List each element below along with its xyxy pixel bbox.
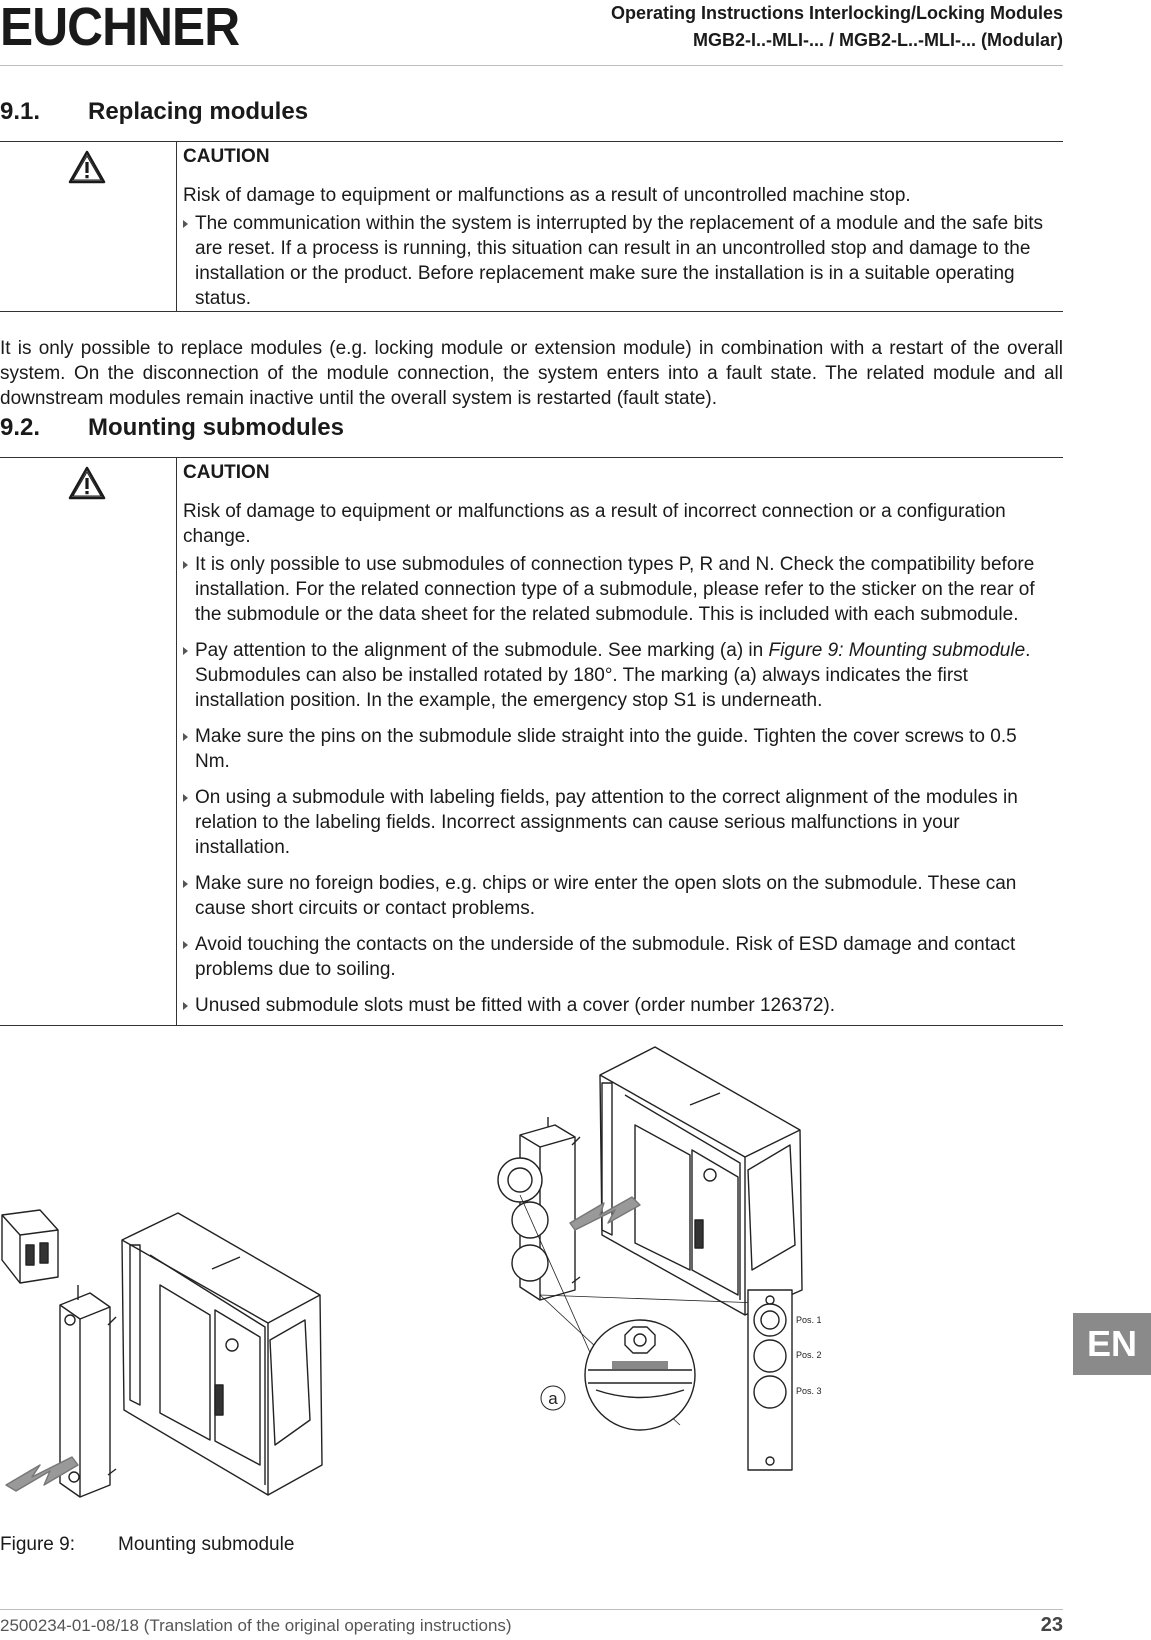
notice-bullet: The communication within the system is interrupted by the replacement of a module and the safe bits are reset. If a process is running, this situation can result in an uncontrolled stop and damage to the installation or the product. Before replacement make sure the installation is in a suitable operating status. (183, 211, 1055, 311)
notice-bullet-pins: Make sure the pins on the submodule slide straight into the guide. Tighten the cover screws to 0.5 Nm. (183, 724, 1055, 774)
button-submodule-drawing (498, 1117, 580, 1300)
figure-caption (0, 1534, 294, 1556)
document-title (611, 0, 1063, 54)
page-number: 23 (1040, 1614, 1063, 1636)
section-title: Replacing modules (88, 98, 309, 125)
detached-submodule-drawing (2, 1210, 58, 1283)
position-strip-drawing (748, 1290, 792, 1470)
notice-icon-column (0, 458, 177, 1025)
notice-lead: Risk of damage to equipment or malfunctions as a result of incorrect connection or a configuration change. (183, 501, 1006, 547)
notice-icon-column (0, 142, 177, 311)
bullet-text: Pay attention to the alignment of the submodule. See marking (a) in (195, 640, 769, 661)
caution-notice-replacing (0, 141, 1063, 312)
warning-triangle-icon (68, 466, 106, 500)
notice-bullet-esd: Avoid touching the contacts on the underside of the submodule. Risk of ESD damage and contact problems due to soiling. (183, 932, 1055, 982)
document-title-line2: MGB2-I..-MLI-... / MGB2-L..-MLI-... (Modular) (693, 30, 1063, 50)
figure-number: Figure 9: (0, 1534, 75, 1555)
position-1-label: Pos. 1 (796, 1315, 822, 1325)
section-heading-mounting-submodules (0, 414, 344, 442)
mounting-submodule-illustration (0, 1045, 1063, 1525)
position-3-label: Pos. 3 (796, 1386, 822, 1396)
section-title: Mounting submodules (88, 414, 344, 441)
footer-divider (0, 1609, 1063, 1610)
header-divider (0, 65, 1063, 66)
document-id: 2500234-01-08/18 (Translation of the original operating instructions) (0, 1616, 512, 1635)
left-housing-drawing (122, 1213, 322, 1495)
section-number: 9.1. (0, 98, 41, 125)
mounting-submodule-figure (0, 1045, 1063, 1525)
right-housing-drawing (600, 1047, 802, 1315)
euchner-logo: EUCHNER (0, 0, 240, 57)
notice-bullet-labeling: On using a submodule with labeling fields, pay attention to the correct alignment of the modules in relation to the labeling fields. Incorrect assignments can cause serious malfunctions in your installation. (183, 785, 1055, 860)
language-tab: EN (1073, 1313, 1151, 1375)
notice-title: CAUTION (183, 462, 270, 483)
notice-bullet-cover: Unused submodule slots must be fitted with a cover (order number 126372). (183, 993, 1055, 1018)
figure-reference-link[interactable]: Figure 9: Mounting submodule (768, 640, 1026, 661)
notice-text (183, 458, 1063, 1018)
figure-caption-text: Mounting submodule (118, 1534, 295, 1555)
section-heading-replacing-modules (0, 98, 308, 126)
notice-title: CAUTION (183, 146, 270, 167)
notice-lead: Risk of damage to equipment or malfunctions as a result of uncontrolled machine stop. (183, 185, 911, 206)
bullet-text: . Submodules can also be installed rotated by 180°. The marking (a) always indicates the first installation position. In the example, the emergency stop S1 is underneath. (195, 640, 1031, 711)
notice-bullet-alignment (183, 638, 1055, 713)
notice-text (183, 142, 1063, 311)
warning-triangle-icon (68, 150, 106, 184)
notice-bullet-foreign-bodies: Make sure no foreign bodies, e.g. chips or wire enter the open slots on the submodule. These can cause short circuits or contact problems. (183, 871, 1055, 921)
section-number: 9.2. (0, 414, 41, 441)
position-2-label: Pos. 2 (796, 1350, 822, 1360)
notice-bullet-compatibility: It is only possible to use submodules of connection types P, R and N. Check the compatibility before installation. For the related connection type of a submodule, please refer to the sticker on the rear of the submodule or the data sheet for the related submodule. This is included with each submodule. (183, 552, 1055, 627)
document-title-line1: Operating Instructions Interlocking/Locking Modules (610, 3, 1063, 23)
marking-a-label: a (548, 1389, 558, 1408)
caution-notice-mounting (0, 457, 1063, 1026)
replacing-modules-paragraph: It is only possible to replace modules (e.g. locking module or extension module) in combination with a restart of the overall system. On the disconnection of the module connection, the system enters into a fault state. The related module and all downstream modules remain inactive until the overall system is restarted (fault state). (0, 338, 1063, 409)
